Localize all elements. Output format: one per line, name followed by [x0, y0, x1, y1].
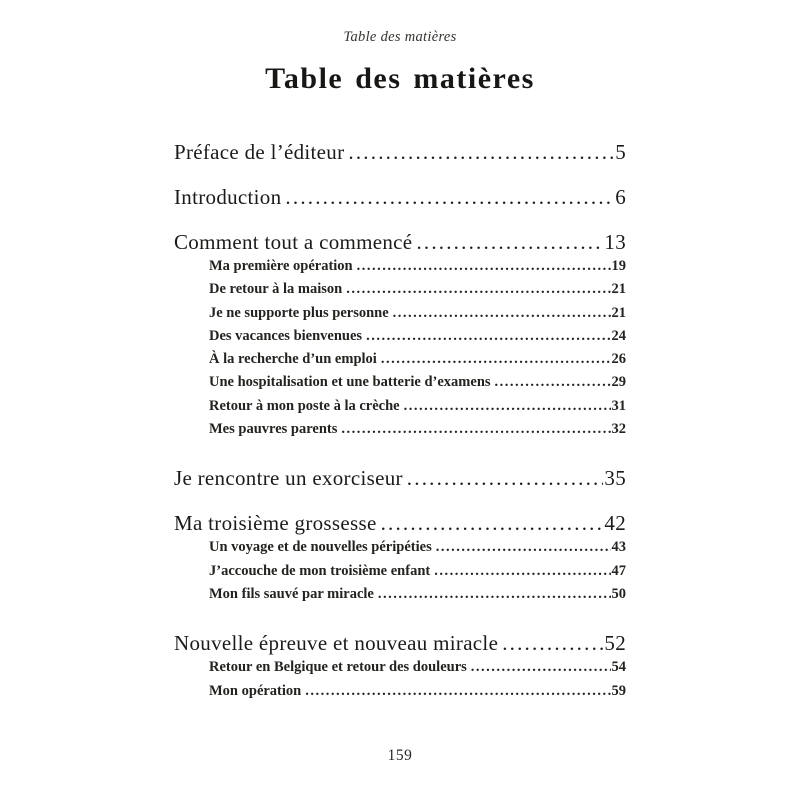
toc-entry — [174, 583, 626, 606]
toc-entry-label: Mon fils sauvé par miracle — [209, 585, 374, 602]
toc-entry-page: 43 — [611, 539, 626, 556]
toc-entry-page: 13 — [604, 230, 626, 254]
footer-page-number: 159 — [387, 747, 413, 764]
toc-entry — [174, 348, 626, 371]
toc-entry-page: 5 — [615, 140, 626, 164]
toc-entry — [174, 418, 626, 441]
toc-leader-dots — [348, 139, 614, 165]
toc-entry — [174, 278, 626, 301]
toc-entry-label: Nouvelle épreuve et nouveau miracle — [174, 631, 499, 656]
page-title: Table des matières — [265, 62, 535, 95]
toc-entry-page: 59 — [611, 682, 626, 699]
toc-entry-label: Introduction — [174, 185, 282, 209]
toc-entry — [174, 371, 626, 394]
toc-entry — [174, 510, 626, 536]
toc-entry-page: 24 — [611, 327, 626, 344]
toc-entry-page: 35 — [604, 466, 626, 491]
running-header: Table des matières — [343, 29, 457, 45]
toc-entry — [174, 680, 626, 703]
toc-leader-dots — [404, 395, 611, 418]
toc-leader-dots — [305, 680, 610, 703]
toc-leader-dots — [471, 656, 611, 679]
toc-list — [174, 139, 626, 703]
toc-entry-label: Ma première opération — [209, 258, 353, 274]
toc-entry — [174, 229, 626, 255]
toc-entry-label: Retour en Belgique et retour des douleurs — [209, 659, 467, 676]
toc-entry — [174, 139, 626, 165]
toc-entry-label: De retour à la maison — [209, 281, 343, 298]
toc-entry-label: Ma troisième grossesse — [174, 511, 377, 536]
toc-entry — [174, 536, 626, 559]
toc-leader-dots — [407, 465, 604, 491]
toc-entry — [174, 465, 626, 491]
toc-leader-dots — [502, 630, 603, 656]
toc-leader-dots — [495, 371, 611, 394]
toc-entry — [174, 184, 626, 210]
toc-leader-dots — [393, 302, 611, 325]
toc-entry — [174, 302, 626, 325]
toc-entry-page: 21 — [611, 281, 626, 298]
toc-leader-dots — [346, 278, 610, 301]
toc-entry-label: À la recherche d’un emploi — [209, 351, 377, 368]
toc-leader-dots — [285, 184, 614, 210]
toc-entry-label: Une hospitalisation et une batterie d’examens — [209, 374, 491, 391]
toc-leader-dots — [381, 348, 611, 371]
toc-entry-label: J’accouche de mon troisième enfant — [209, 562, 431, 579]
toc-entry-label: Retour à mon poste à la crèche — [209, 397, 400, 414]
toc-leader-dots — [434, 560, 610, 583]
toc-entry — [174, 630, 626, 656]
toc-entry — [174, 255, 626, 278]
toc-entry-page: 31 — [611, 397, 626, 414]
toc-entry-page: 21 — [611, 304, 626, 321]
toc-leader-dots — [366, 325, 610, 348]
toc-entry-page: 47 — [611, 562, 626, 579]
toc-entry-label: Je ne supporte plus personne — [209, 304, 389, 321]
toc-leader-dots — [416, 229, 603, 255]
toc-entry — [174, 325, 626, 348]
toc-entry-page: 19 — [611, 258, 626, 274]
toc-entry-page: 52 — [604, 631, 626, 656]
toc-entry-label: Des vacances bienvenues — [209, 327, 363, 344]
toc-entry-page: 6 — [615, 185, 626, 209]
toc-entry-page: 42 — [604, 511, 626, 536]
toc-entry-page: 32 — [611, 421, 626, 438]
toc-entry-label: Comment tout a commencé — [174, 230, 413, 254]
toc-entry — [174, 560, 626, 583]
toc-leader-dots — [341, 418, 610, 441]
toc-entry-label: Mes pauvres parents — [209, 421, 338, 438]
toc-leader-dots — [378, 583, 611, 606]
toc-entry — [174, 656, 626, 679]
toc-entry-page: 26 — [611, 351, 626, 368]
toc-entry-page: 54 — [611, 659, 626, 676]
toc-entry-page: 50 — [611, 585, 626, 602]
toc-entry-label: Je rencontre un exorciseur — [174, 466, 403, 491]
toc-leader-dots — [357, 255, 611, 278]
toc-leader-dots — [381, 510, 604, 536]
toc-leader-dots — [436, 536, 611, 559]
toc-entry-label: Mon opération — [209, 682, 302, 699]
toc-entry — [174, 395, 626, 418]
toc-entry-label: Préface de l’éditeur — [174, 140, 345, 164]
toc-entry-label: Un voyage et de nouvelles péripéties — [209, 539, 432, 556]
toc-entry-page: 29 — [611, 374, 626, 391]
